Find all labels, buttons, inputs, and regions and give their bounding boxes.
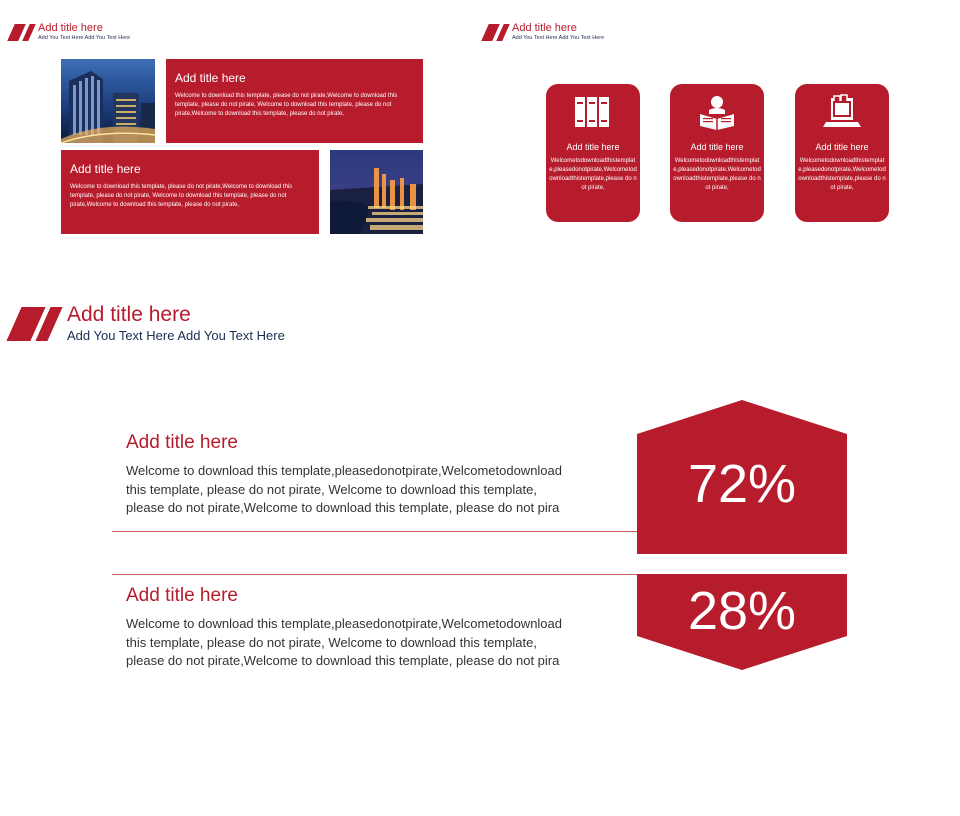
text-box-2-body: Welcome to download this template, please do not pirate,Welcome to download this template, please do not pirate, Welcome to download this template, please do not pirate,Welcome to download this template, please do not pirate, [70, 184, 293, 208]
brand-logo-mark [12, 307, 56, 341]
night-city-photo [330, 150, 423, 234]
brand-logo-mark [485, 24, 507, 41]
header-title: Add title here [38, 22, 103, 34]
text-box-2-title: Add title here [70, 162, 141, 176]
text-box-2 [61, 150, 319, 234]
text-box-1-body: Welcome to download this template, please do not pirate,Welcome to download this template, please do not pirate, Welcome to download this template, please do not pirate,Welcome to download this template, please do not pirate, [175, 93, 398, 117]
percent-value-1: 72% [687, 454, 797, 514]
text-box-1 [166, 59, 423, 143]
row-1-title: Add title here [126, 432, 238, 453]
header-title: Add title here [67, 303, 191, 326]
row-2-body: Welcome to download this template,pleasedonotpirate,Welcometodownload this template, please do not pirate, Welcome to download this template, please do not pirate,Welcome to download this template, please do not pira [126, 616, 563, 668]
books-icon [573, 94, 613, 130]
row-1-body: Welcome to download this template,pleasedonotpirate,Welcometodownload this template, please do not pirate, Welcome to download this template, please do not pirate,Welcome to download this template, please do not pira [126, 463, 563, 515]
feature-card-1 [546, 84, 640, 222]
header-subtitle: Add You Text Here Add You Text Here [512, 35, 605, 41]
text-box-1-title: Add title here [175, 71, 246, 85]
feature-card-3-body: Welcometodownloadthistemplate,pleasedonotpirate,Welcometodownloadthistemplate,please do not pirate, [798, 158, 886, 191]
feature-card-2 [670, 84, 764, 222]
percent-value-2: 28% [687, 581, 797, 641]
brand-logo-mark [11, 24, 33, 41]
feature-card-2-title: Add title here [690, 142, 744, 152]
row-2-title: Add title here [126, 585, 238, 606]
header-subtitle: Add You Text Here Add You Text Here [38, 35, 131, 41]
row-1-divider [112, 531, 640, 532]
feature-card-3-title: Add title here [815, 142, 869, 152]
feature-card-1-title: Add title here [566, 142, 620, 152]
header-title: Add title here [512, 22, 577, 34]
row-2-divider [112, 574, 640, 575]
reading-book-icon [697, 94, 737, 130]
feature-card-2-body: Welcometodownloadthistemplate,pleasedonotpirate,Welcometodownloadthistemplate,please do not pirate, [673, 158, 761, 191]
city-buildings-photo [61, 59, 155, 143]
feature-card-3 [795, 84, 889, 222]
laptop-books-icon [822, 94, 862, 130]
feature-card-1-body: Welcometodownloadthistemplate,pleasedonotpirate,Welcometodownloadthistemplate,please do not pirate, [549, 158, 637, 191]
header-subtitle: Add You Text Here Add You Text Here [67, 328, 285, 343]
